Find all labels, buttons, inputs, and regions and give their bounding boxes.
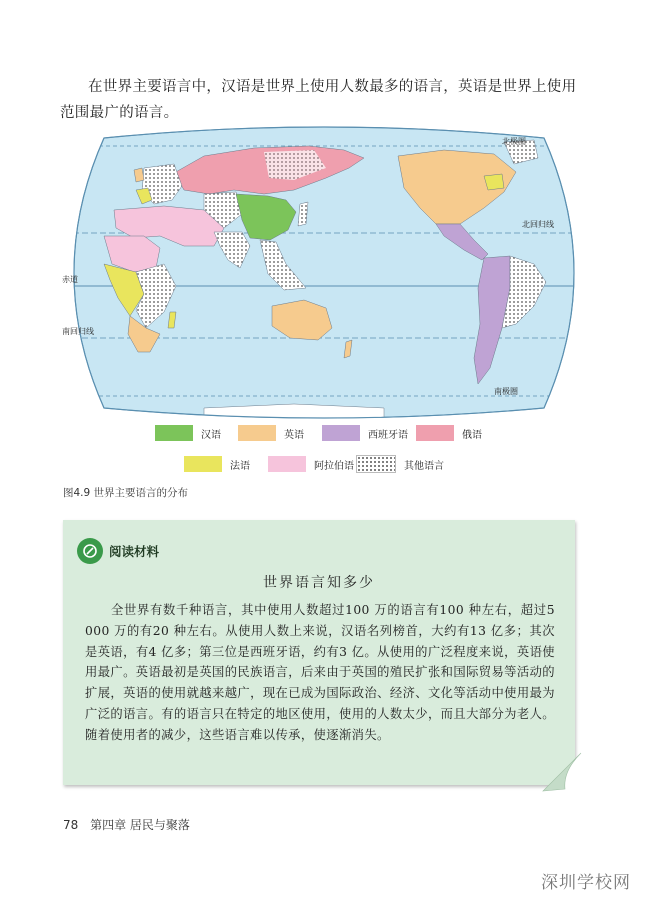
antarctic-label: 南极圈	[494, 387, 518, 396]
legend-russian	[416, 424, 482, 442]
reading-header	[77, 538, 159, 564]
swatch-french	[184, 456, 222, 472]
swatch-spanish	[322, 425, 360, 441]
swatch-arabic	[268, 456, 306, 472]
uk-region	[134, 168, 144, 182]
legend-other	[356, 455, 444, 473]
legend-label: 英语	[284, 429, 304, 441]
reading-body: 全世界有数千种语言，其中使用人数超过100 万的语言有100 种左右，超过5 000 万的有20 种左右。从使用人数上来说，汉语名列榜首，大约有13 亿多；其次是英语，有4 亿多；第三位是西班牙语，约有3 亿。从使用的广泛程度来说，英语使用最广。英语最初是英国的民族语言，后来由于英国的殖民扩张和国际贸易等活动的扩展，英语的使用就越来越广，现在已成为国际政治、经济、文化等活动中使用最为广泛的语言。有的语言只在特定的地区使用，使用的人数太少，而且大部分为老人。随着使用者的减少，这些语言难以传承，使逐渐消失。	[85, 603, 555, 742]
page-curl-icon	[543, 753, 581, 791]
legend-chinese	[155, 424, 221, 442]
legend-label: 其他语言	[404, 460, 444, 472]
swatch-english	[238, 425, 276, 441]
intro-paragraph: 在世界主要语言中，汉语是世界上使用人数最多的语言，英语是世界上使用范围最广的语言。	[60, 79, 577, 121]
legend-french	[184, 455, 250, 473]
swatch-chinese	[155, 425, 193, 441]
chapter-title: 第四章 居民与聚落	[90, 818, 190, 832]
legend-label: 阿拉伯语	[314, 460, 354, 472]
legend-label: 汉语	[201, 429, 221, 441]
swatch-russian	[416, 425, 454, 441]
swatch-other	[356, 455, 396, 473]
page-footer	[63, 816, 190, 833]
reading-title: 世界语言知多少	[263, 575, 375, 591]
reading-label: 阅读材料	[109, 544, 160, 559]
legend-label: 西班牙语	[368, 429, 408, 441]
pencil-icon	[77, 538, 103, 564]
figure-caption: 图4.9 世界主要语言的分布	[63, 487, 189, 499]
world-language-map	[64, 128, 584, 418]
tropic-north-label: 北回归线	[522, 220, 554, 229]
watermark: 深圳学校网	[541, 873, 631, 893]
arctic-label: 北极圈	[502, 137, 526, 146]
page-number: 78	[63, 818, 79, 832]
equator-label: 赤道	[62, 275, 78, 284]
legend-label: 法语	[230, 460, 250, 472]
legend-label: 俄语	[462, 429, 482, 441]
legend-english	[238, 424, 304, 442]
tropic-south-label: 南回归线	[62, 327, 94, 336]
map-legend	[0, 421, 647, 481]
legend-spanish	[322, 424, 408, 442]
reading-material-box	[63, 520, 575, 785]
legend-arabic	[268, 455, 354, 473]
map-svg	[64, 128, 584, 418]
